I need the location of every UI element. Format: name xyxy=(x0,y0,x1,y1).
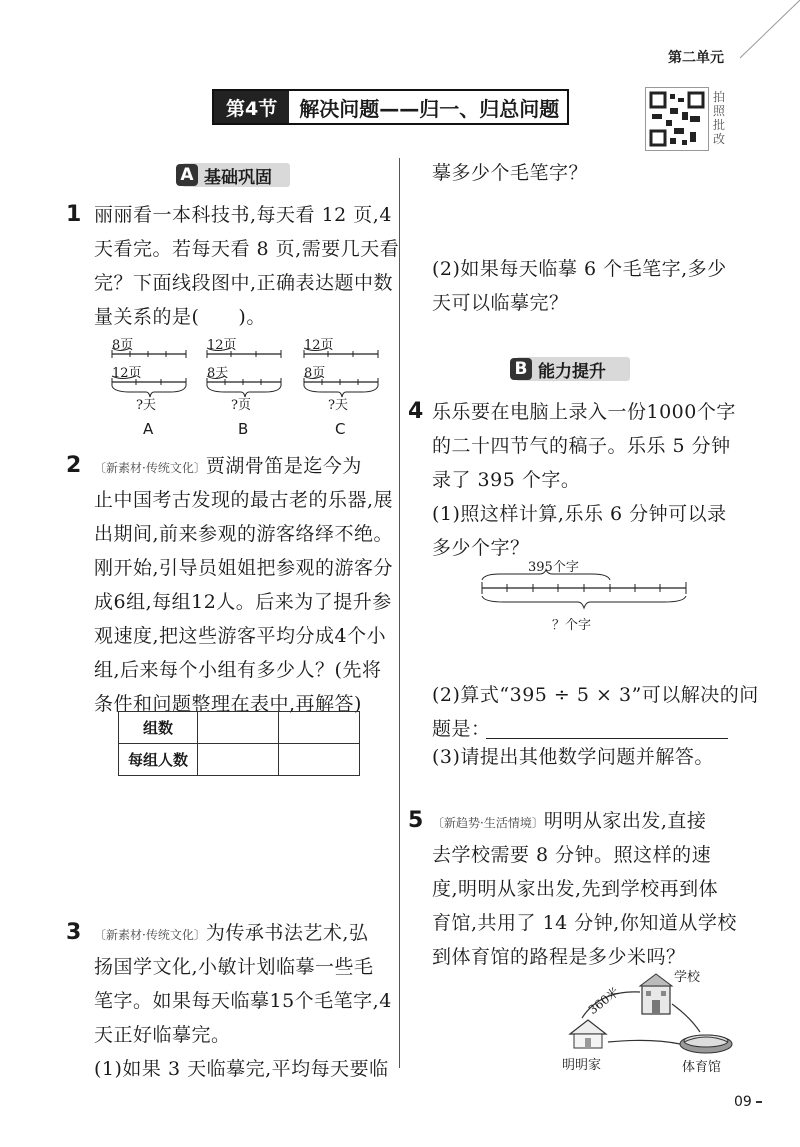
q5-route-map xyxy=(560,962,750,1075)
column-divider xyxy=(399,158,400,1068)
q1-line-1: 丽丽看一本科技书,每天看 12 页,4 xyxy=(94,204,392,226)
q1-diagram-a[interactable] xyxy=(110,334,190,444)
table-cell[interactable] xyxy=(198,744,279,776)
q2-line-1: 〔新素材·传统文化〕贾湖骨笛是迄今为 xyxy=(94,455,362,477)
table-header-per-group: 每组人数 xyxy=(119,744,198,776)
q4-number: 4 xyxy=(408,399,424,424)
q4-segment-diagram xyxy=(480,556,690,636)
table-cell[interactable] xyxy=(279,744,360,776)
q4-line-2: 的二十四节气的稿子。乐乐 5 分钟 xyxy=(432,435,731,457)
page-number: 09 xyxy=(734,1094,752,1110)
section-a-label: 基础巩固 xyxy=(204,167,272,188)
q1-line-3: 完？下面线段图中,正确表达题中数 xyxy=(94,272,394,294)
diagram-a-bottom-label: 12页 xyxy=(112,366,142,381)
section-a-letter: A xyxy=(176,164,198,186)
q5-line-3: 度,明明从家出发,先到学校再到体 xyxy=(432,878,719,900)
home-label: 明明家 xyxy=(562,1058,602,1073)
diagram-b-top-label: 12页 xyxy=(207,338,237,353)
q5-tag: 〔新趋势·生活情境〕 xyxy=(432,816,544,830)
table-cell[interactable] xyxy=(198,712,279,744)
section-badge: 第4节 xyxy=(214,91,289,123)
q4-sub3: (3)请提出其他数学问题并解答。 xyxy=(432,746,714,768)
q5-line-5: 到体育馆的路程是多少米吗？ xyxy=(432,946,686,968)
title-bar xyxy=(212,89,569,125)
scan-label: 拍照批改 xyxy=(712,90,725,146)
q4-line-4: (1)照这样计算,乐乐 6 分钟可以录 xyxy=(432,503,727,525)
route-distance-label: 360米 xyxy=(585,984,622,1018)
table-cell[interactable] xyxy=(279,712,360,744)
q2-number: 2 xyxy=(66,453,82,478)
unit-label: 第二单元 xyxy=(668,50,724,66)
q5-line-1: 〔新趋势·生活情境〕明明从家出发,直接 xyxy=(432,810,707,832)
q2-line-7: 组,后来每个小组有多少人？(先将 xyxy=(94,659,382,681)
q4-line-5: 多少个字？ xyxy=(432,537,530,559)
diagram-a-option: A xyxy=(143,420,154,438)
section-a-header xyxy=(182,163,290,187)
diagram-a-question: ?天 xyxy=(136,398,156,413)
q2-line-3: 出期间,前来参观的游客络绎不绝。 xyxy=(94,523,394,545)
section-b-label: 能力提升 xyxy=(538,361,606,382)
q2-answer-table xyxy=(118,711,360,776)
table-row xyxy=(119,744,360,776)
q5-line-4: 育馆,共用了 14 分钟,你知道从学校 xyxy=(432,912,737,934)
table-header-groups: 组数 xyxy=(119,712,198,744)
diagram-c-question: ?天 xyxy=(328,398,348,413)
q3-continued: 摹多少个毛笔字？ xyxy=(432,162,589,184)
q3-line-1: 〔新素材·传统文化〕为传承书法艺术,弘 xyxy=(94,922,369,944)
q4-sub2-line-1: (2)算式“395 ÷ 5 × 3”可以解决的问 xyxy=(432,684,759,706)
section-title xyxy=(212,89,569,125)
diagram-b-bottom-label: 8天 xyxy=(207,366,229,381)
q1-diagram-b[interactable] xyxy=(205,334,285,444)
q5-line-2: 去学校需要 8 分钟。照这样的速 xyxy=(432,844,712,866)
page-number-dash xyxy=(756,1101,762,1103)
q3-line-3: 笔字。如果每天临摹15个毛笔字,4 xyxy=(94,990,392,1012)
q2-line-2: 止中国考古发现的最古老的乐器,展 xyxy=(94,489,394,511)
q4-line-1: 乐乐要在电脑上录入一份1000个字 xyxy=(432,401,736,423)
diagram-b-option: B xyxy=(238,420,249,438)
q3-line-4: 天正好临摹完。 xyxy=(94,1024,231,1046)
diagram-b-question: ?页 xyxy=(231,398,251,413)
table-row xyxy=(119,712,360,744)
diagram-c-top-label: 12页 xyxy=(304,338,334,353)
q4-diagram-bottom-label: ？个字 xyxy=(552,618,592,633)
q2-tag: 〔新素材·传统文化〕 xyxy=(94,461,206,475)
qr-code-icon[interactable] xyxy=(645,87,709,151)
q2-line-6: 观速度,把这些游客平均分成4个小 xyxy=(94,625,387,647)
q3-sub2-line-1: (2)如果每天临摹 6 个毛笔字,多少 xyxy=(432,258,727,280)
q4-diagram-top-label: 395个字 xyxy=(528,560,579,575)
q2-line-5: 成6组,每组12人。后来为了提升参 xyxy=(94,591,392,613)
q1-line-2: 天看完。若每天看 8 页,需要几天看 xyxy=(94,238,400,260)
page-title: 解决问题——归一、归总问题 xyxy=(299,96,560,121)
q1-number: 1 xyxy=(66,202,82,227)
diagram-c-bottom-label: 8页 xyxy=(304,366,326,381)
section-b-header xyxy=(516,357,630,381)
q3-line-5: (1)如果 3 天临摹完,平均每天要临 xyxy=(94,1058,389,1080)
q3-line-2: 扬国学文化,小敏计划临摹一些毛 xyxy=(94,956,374,978)
diagram-c-option: C xyxy=(335,420,346,438)
gym-label: 体育馆 xyxy=(682,1060,722,1075)
q4-sub2-line-2: 题是： xyxy=(432,718,491,740)
q2-line-8: 条件和问题整理在表中,再解答) xyxy=(94,693,362,715)
corner-decoration xyxy=(740,0,800,60)
section-b-letter: B xyxy=(510,358,532,380)
q4-line-3: 录了 395 个字。 xyxy=(432,469,581,491)
home-icon xyxy=(570,1020,606,1048)
diagram-a-top-label: 8页 xyxy=(112,338,134,353)
q3-number: 3 xyxy=(66,920,82,945)
q2-line-4: 刚开始,引导员姐姐把参观的游客分 xyxy=(94,557,394,579)
q3-sub2-line-2: 天可以临摹完？ xyxy=(432,292,569,314)
school-label: 学校 xyxy=(674,970,701,985)
q4-answer-blank[interactable] xyxy=(486,738,728,739)
q1-diagram-c[interactable] xyxy=(302,334,382,444)
q1-line-4: 量关系的是( )。 xyxy=(94,306,266,328)
q5-number: 5 xyxy=(408,808,424,833)
gym-icon xyxy=(680,1035,732,1053)
school-icon xyxy=(640,974,672,1014)
q3-tag: 〔新素材·传统文化〕 xyxy=(94,928,206,942)
